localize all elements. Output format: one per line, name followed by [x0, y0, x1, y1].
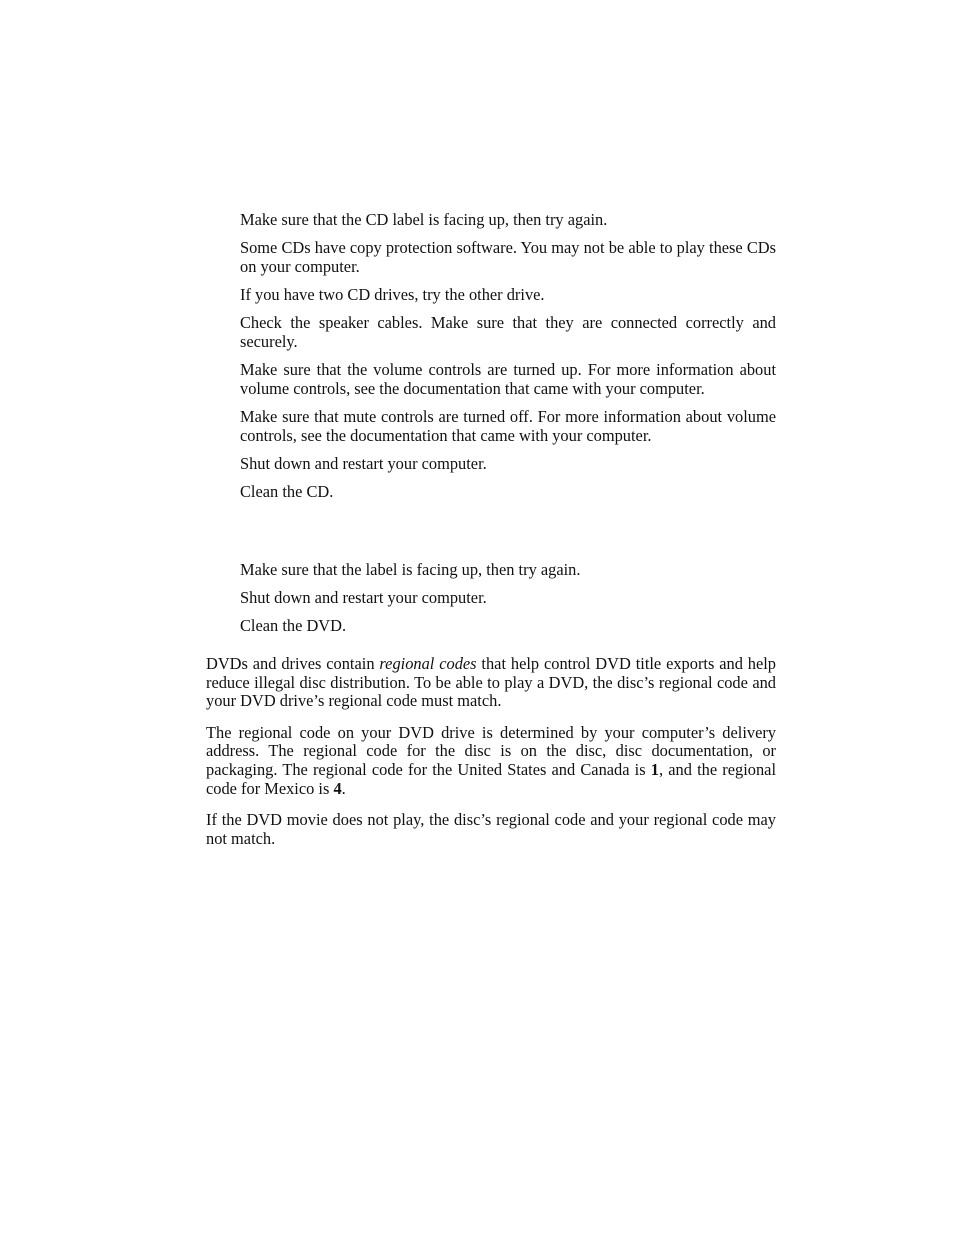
paragraph-text: , and the regional code for Mexico is	[206, 760, 776, 798]
list-item: Make sure that the CD label is facing up, then try again.	[240, 210, 608, 229]
dvd-troubleshooting-list	[240, 561, 776, 646]
list-item: Make sure that the label is facing up, then try again.	[240, 560, 581, 579]
list-item: Clean the DVD.	[240, 616, 347, 636]
region-code-mexico: 4	[333, 778, 342, 798]
cd-troubleshooting-list	[240, 211, 776, 511]
list-item: Some CDs have copy protection software. You may not be able to play these CDs on your computer.	[240, 238, 776, 276]
regional-codes-paragraph-3: If the DVD movie does not play, the disc’s regional code and your regional code may not match.	[206, 809, 776, 848]
list-item: Clean the CD.	[240, 482, 334, 502]
regional-codes-paragraph-2	[206, 724, 776, 799]
regional-codes-term: regional codes	[379, 654, 477, 673]
region-code-us-canada: 1	[650, 760, 659, 780]
list-item: Shut down and restart your computer.	[240, 588, 487, 608]
list-item: If you have two CD drives, try the other drive.	[240, 285, 545, 305]
paragraph-text: that help control DVD title exports and help reduce illegal disc distribution. To be able to play a DVD, the disc’s regional code and your DVD drive’s regional code must match.	[206, 654, 776, 711]
list-item: Make sure that the volume controls are turned up. For more information about volume controls, see the documentation that came with your computer.	[240, 360, 776, 398]
list-item: Shut down and restart your computer.	[240, 454, 487, 474]
list-item: Make sure that mute controls are turned off. For more information about volume controls, see the documentation that came with your computer.	[240, 407, 776, 445]
paragraph-text: .	[341, 778, 346, 798]
regional-codes-section	[206, 655, 776, 861]
list-item: Check the speaker cables. Make sure that they are connected correctly and securely.	[240, 313, 776, 352]
paragraph-text: DVDs and drives contain	[206, 654, 380, 673]
paragraph-text: The regional code on your DVD drive is determined by your computer’s delivery address. The regional code for the disc is on the disc, disc documentation, or packaging. The regional code for the United States and Canada is	[206, 722, 776, 780]
regional-codes-paragraph-1	[206, 655, 776, 711]
